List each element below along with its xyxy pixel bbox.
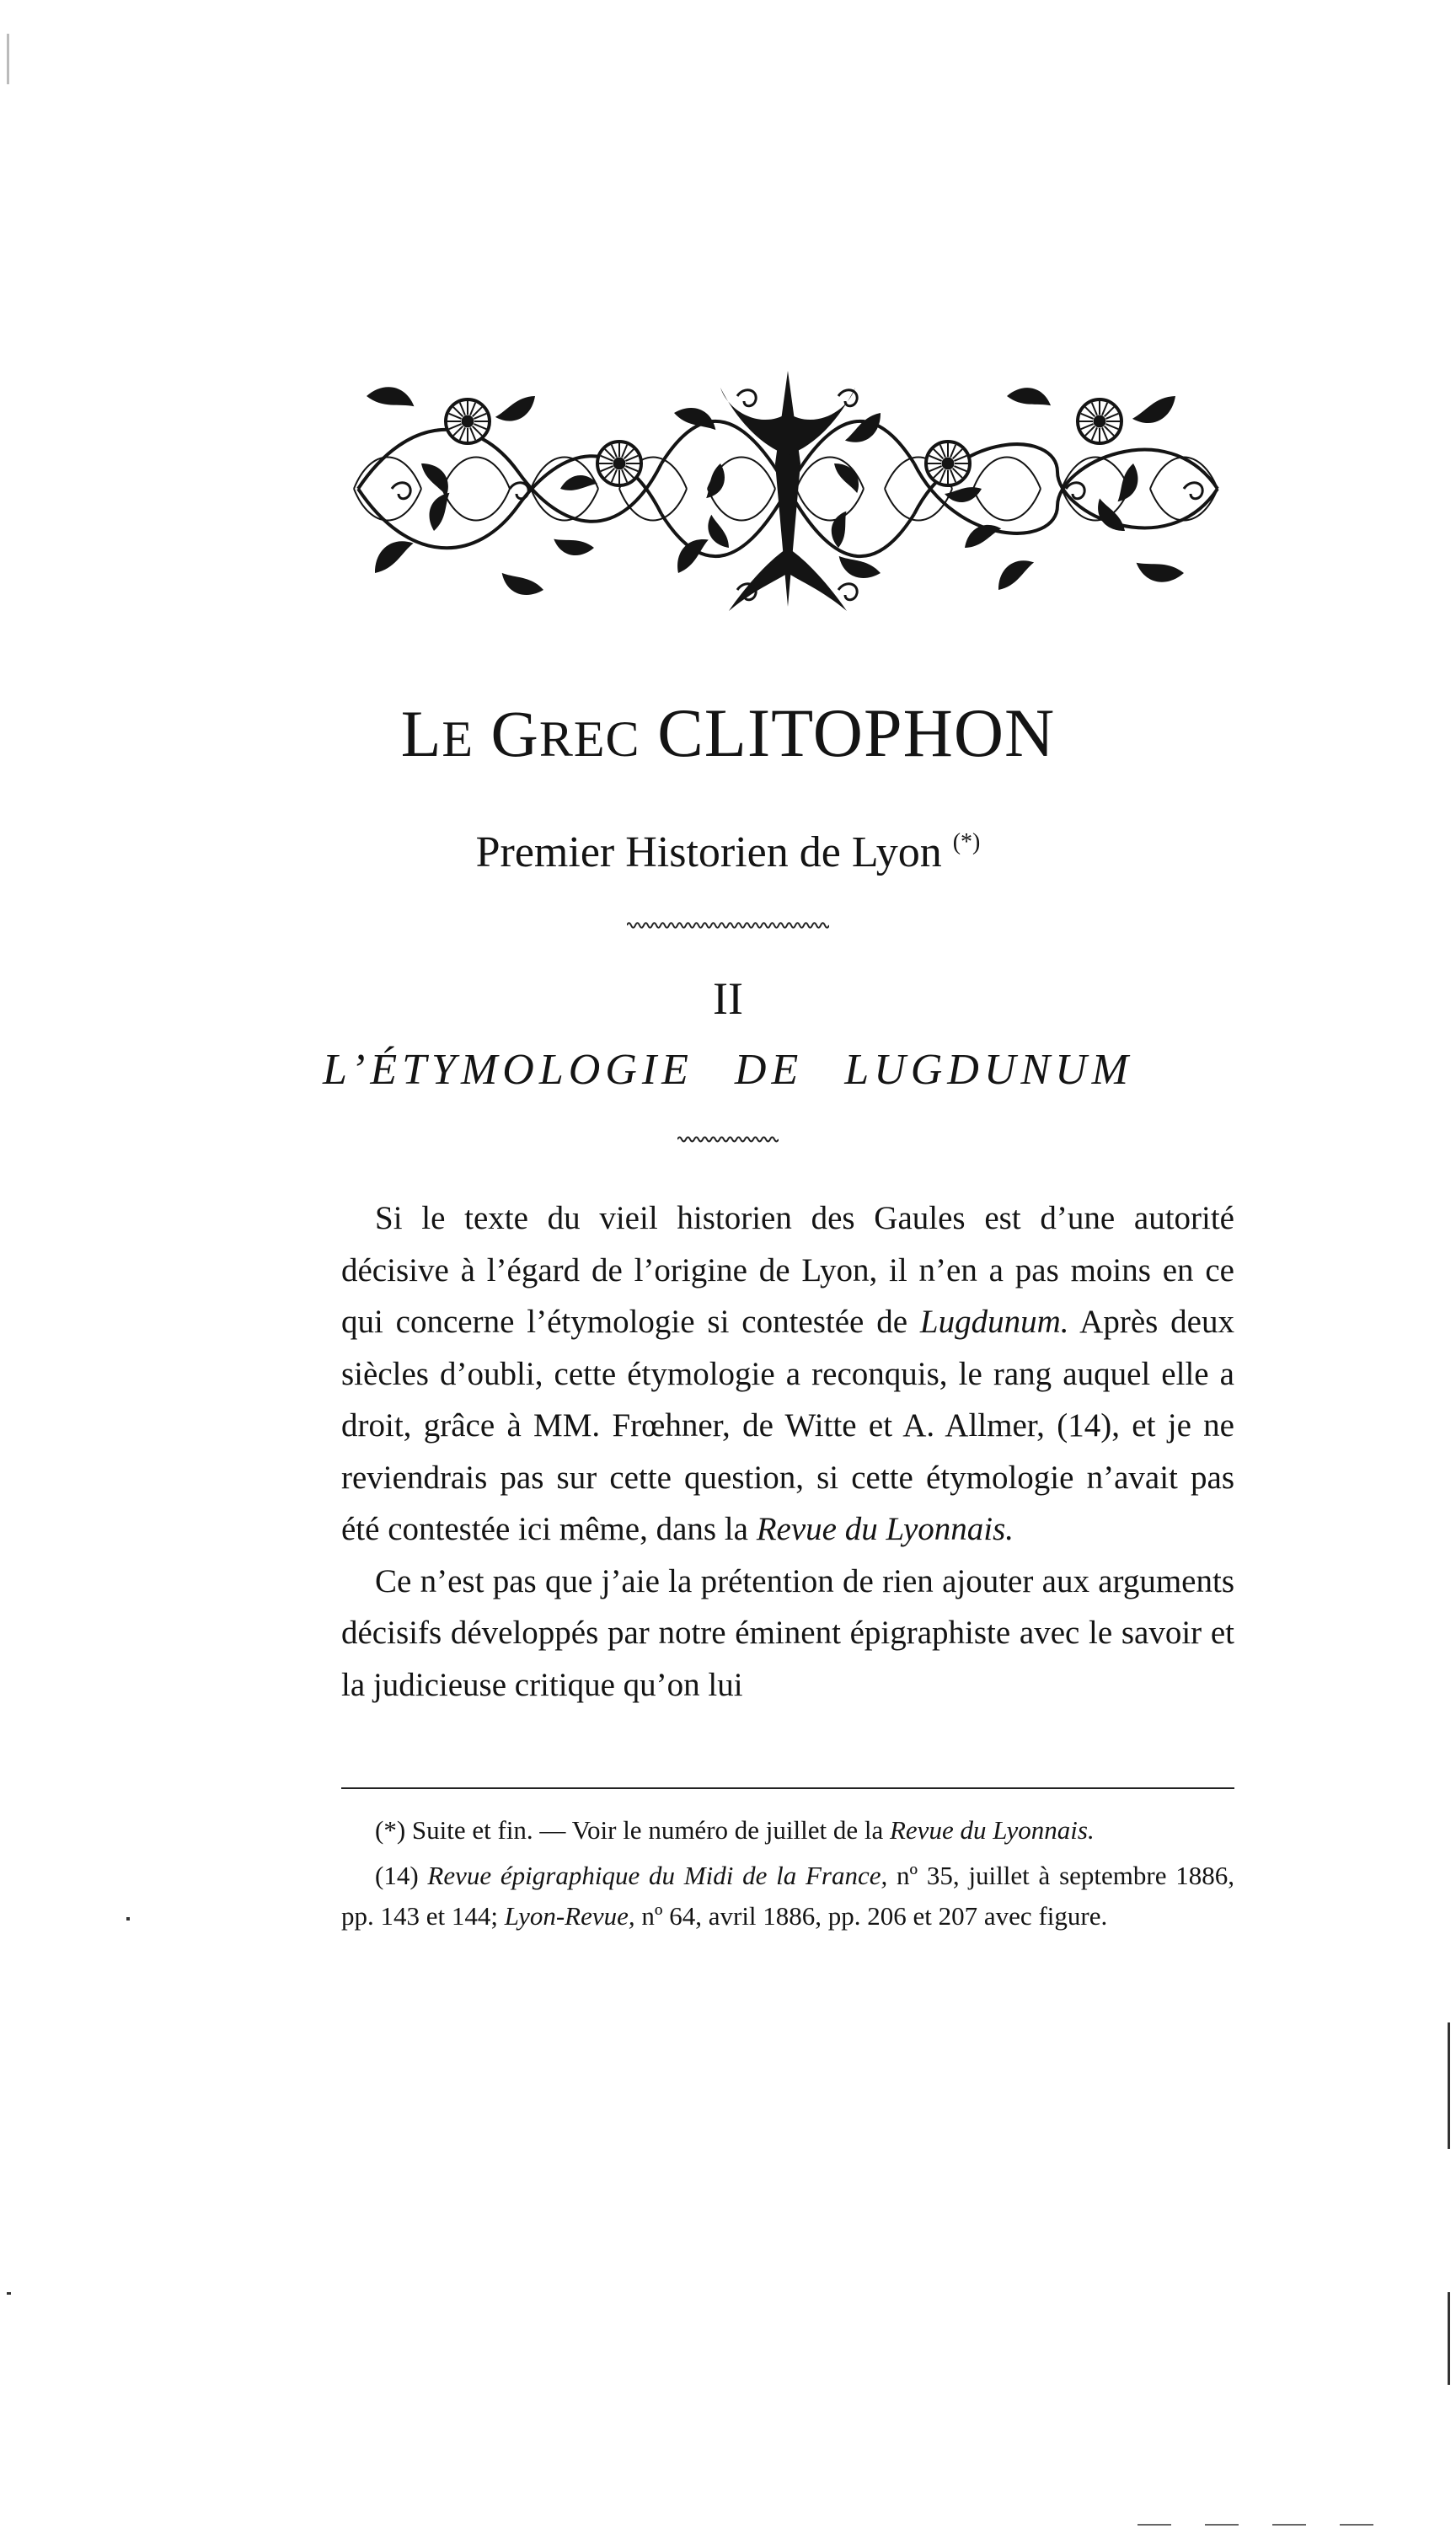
scan-edge-mark: [1340, 2524, 1373, 2526]
scan-speck: [126, 1917, 130, 1921]
footnote-14: [341, 1856, 1234, 1937]
article-title: [0, 691, 1456, 781]
scan-edge-mark: [1272, 2524, 1306, 2526]
subtitle-text: Premier Historien de Lyon: [475, 828, 942, 876]
footnote-1-text: (*) Suite et fin. — Voir le numéro de juillet de la: [375, 1815, 890, 1845]
footnote-14-italic-1: Revue épigraphique du Midi de la France,: [427, 1861, 888, 1890]
p1-text-a: Si le texte du vieil historien des Gaules est d’une autorité décisive à l’égard de l’origine de Lyon, il n’en a pas moins en ce qui concerne l’étymologie si contestée de: [341, 1200, 1234, 1340]
body-paragraph-1: [341, 1192, 1234, 1556]
title-rest-e: E: [442, 711, 474, 767]
title-main-word: CLITOPHON: [657, 694, 1056, 771]
footnotes: [341, 1810, 1234, 1942]
p1-text-b: Après deux siècles d’oubli, cette étymologie a reconquis, le rang auquel elle a droit, grâce à MM. Frœhner, de Witte et A. Allmer, (14), et je ne reviendrais pas sur cette question, si cette étymologie n’avait pas été contestée ici même, dans la: [341, 1304, 1234, 1547]
article-subtitle: [0, 813, 1456, 882]
footnote-14-mark: (14): [375, 1861, 428, 1890]
chapter-title: L’ÉTYMOLOGIE DE LUGDUNUM: [323, 1046, 1133, 1094]
footnote-14-italic-2: Lyon-Revue,: [504, 1901, 635, 1931]
body-paragraph-2: Ce n’est pas que j’aie la prétention de rien ajouter aux arguments décisifs développés par notre éminent épigraphiste avec le savoir et la judicieuse critique qu’on lui: [341, 1562, 1234, 1703]
scan-speck: [7, 2292, 11, 2295]
floral-headpiece-ornament-icon: [341, 362, 1234, 615]
scan-edge-mark: [1138, 2524, 1171, 2526]
wavy-separator-small-icon: [0, 1133, 1456, 1149]
title-rest-rec: REC: [538, 711, 640, 767]
body-text: [341, 1192, 1234, 1711]
wavy-separator-icon: [0, 919, 1456, 936]
scan-edge-mark: [1448, 2022, 1450, 2149]
p1-italic-lugdunum: Lugdunum.: [919, 1304, 1069, 1340]
scan-edge-mark: [7, 34, 9, 84]
p1-italic-revue: Revue du Lyonnais.: [756, 1511, 1014, 1547]
subtitle-footnote-mark: (*): [952, 829, 981, 855]
title-initial-g: G: [490, 697, 539, 770]
footnote-rule: [341, 1787, 1234, 1789]
chapter-number: II: [713, 973, 743, 1024]
footnote-14-text-b: nº 64, avril 1886, pp. 206 et 207 avec figure.: [634, 1901, 1108, 1931]
footnote-1-italic: Revue du Lyonnais.: [889, 1815, 1095, 1845]
title-initial-l: L: [400, 697, 442, 770]
scan-edge-mark: [1448, 2292, 1450, 2385]
scan-edge-mark: [1205, 2524, 1239, 2526]
footnote-14-text-a: nº 35, juillet à septembre 1886, pp. 143 et 144;: [341, 1861, 1234, 1931]
footnote-1: [341, 1810, 1234, 1851]
